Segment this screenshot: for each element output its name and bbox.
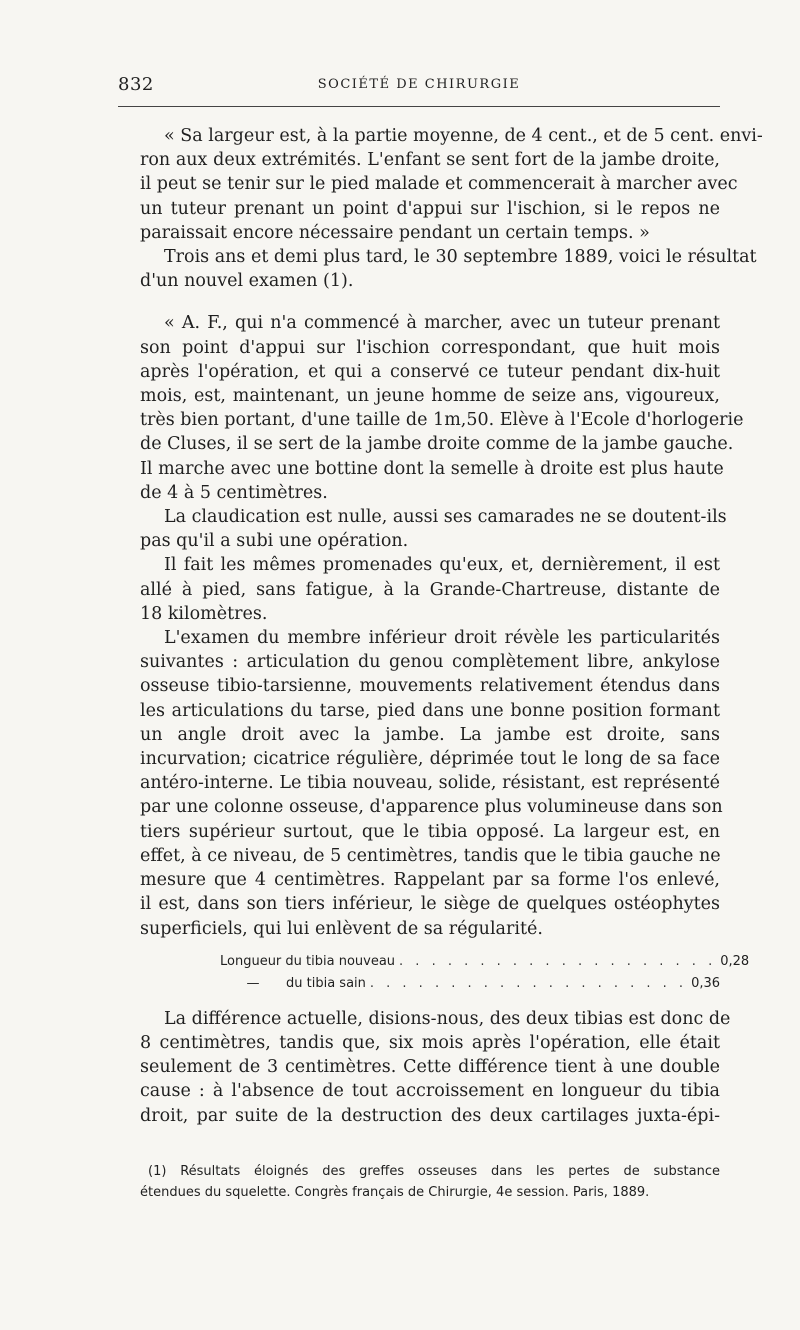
measurement-row [220,973,721,995]
running-title: SOCIÉTÉ DE CHIRURGIE [317,77,521,92]
text-line: L'examen du membre inférieur droit révèle les particularités [164,628,720,649]
text-line: de 4 à 5 centimètres. [140,482,328,503]
text-line: mesure que 4 centimètres. Rappelant par sa forme l'os enlevé, [140,870,720,891]
text-line: suivantes : articulation du genou complètement libre, ankylose [140,652,720,673]
header-rule [118,106,720,107]
ditto-dash: — [246,975,260,991]
text-line: seulement de 3 centimètres. Cette différence tient à une double [140,1057,720,1078]
paragraph-gap [140,941,720,951]
measurement-row [220,951,750,973]
text-line: allé à pied, sans fatigue, à la Grande-Chartreuse, distante de [140,579,720,600]
text-line: il peut se tenir sur le pied malade et commencerait à marcher avec [140,174,738,195]
text-line: cause : à l'absence de tout accroissement en longueur du tibia [140,1081,720,1102]
text-line: 8 centimètres, tandis que, six mois après l'opération, elle était [140,1032,720,1053]
text-line: « A. F., qui n'a commencé à marcher, avec un tuteur prenant [164,313,720,334]
text-line: il est, dans son tiers inférieur, le siège de quelques ostéophytes [140,894,720,915]
text-line: son point d'appui sur l'ischion correspondant, que huit mois [140,337,720,358]
paragraph-gap [140,995,720,1007]
text-line: antéro-interne. Le tibia nouveau, solide, résistant, est représenté [140,773,720,794]
text-line: incurvation; cicatrice régulière, déprimée tout le long de sa face [140,749,720,770]
page-number: 832 [118,74,154,95]
paragraph [140,505,727,553]
footnote-line: (1) Résultats éloignés des greffes osseuses dans les pertes de substance [148,1164,720,1179]
measurement-label-group [220,973,366,995]
text-line: un tuteur prenant un point d'appui sur l'ischion, si le repos ne [140,198,720,219]
paragraph [140,626,723,941]
text-line: effet, à ce niveau, de 5 centimètres, tandis que le tibia gauche ne [140,845,721,866]
text-line: paraissait encore nécessaire pendant un certain temps. » [140,222,650,243]
text-line: osseuse tibio-tarsienne, mouvements relativement étendus dans [140,676,720,697]
leader-dots: . . . . . . . . . . . . . . . . . . . . [369,975,688,991]
measurement-value: 0,36 [691,975,721,991]
text-line: tiers supérieur surtout, que le tibia opposé. La largeur est, en [140,821,720,842]
footnote-line: étendues du squelette. Congrès français de Chirurgie, 4e session. Paris, 1889. [140,1185,650,1200]
text-line: pas qu'il a subi une opération. [140,531,409,552]
leader-dots: . . . . . . . . . . . . . . . . . . . . [399,953,717,969]
text-line: très bien portant, d'une taille de 1m,50. Elève à l'Ecole d'horlogerie [140,410,744,431]
text-line: un angle droit avec la jambe. La jambe est droite, sans [140,724,720,745]
text-line: par une colonne osseuse, d'apparence plus volumineuse dans son [140,797,723,818]
measurement-label: du tibia sain [286,975,366,991]
text-line: La claudication est nulle, aussi ses camarades ne se doutent-ils [164,507,727,528]
text-line: Trois ans et demi plus tard, le 30 septembre 1889, voici le résultat [164,247,757,268]
text-line: de Cluses, il se sert de la jambe droite comme de la jambe gauche. [140,434,734,455]
text-line: les articulations du tarse, pied dans une bonne position formant [140,700,720,721]
text-line: Il marche avec une bottine dont la semelle à droite est plus haute [140,458,724,479]
paragraph [140,553,720,626]
measurement-value: 0,28 [720,953,750,969]
text-line: droit, par suite de la destruction des deux cartilages juxta-épi- [140,1105,720,1126]
text-line: après l'opération, et qui a conservé ce tuteur pendant dix-huit [140,361,720,382]
text-line: Il fait les mêmes promenades qu'eux, et, dernièrement, il est [164,555,720,576]
text-line: superficiels, qui lui enlèvent de sa régularité. [140,918,543,939]
paragraph [140,311,744,505]
body-text [140,124,763,1128]
text-line: ron aux deux extrémités. L'enfant se sent fort de la jambe droite, [140,150,720,171]
paragraph [140,1007,731,1128]
text-line: d'un nouvel examen (1). [140,271,354,292]
page-header [118,66,720,96]
measurement-table [220,951,750,995]
paragraph [140,245,757,293]
text-line: La différence actuelle, disions-nous, des deux tibias est donc de [164,1008,731,1029]
paragraph [140,124,763,245]
text-line: mois, est, maintenant, un jeune homme de seize ans, vigoureux, [140,386,720,407]
footnote [140,1161,720,1203]
paragraph-gap [140,293,720,311]
measurement-label: Longueur du tibia nouveau [220,953,396,969]
text-line: 18 kilomètres. [140,603,268,624]
text-line: « Sa largeur est, à la partie moyenne, de 4 cent., et de 5 cent. envi- [164,126,763,146]
